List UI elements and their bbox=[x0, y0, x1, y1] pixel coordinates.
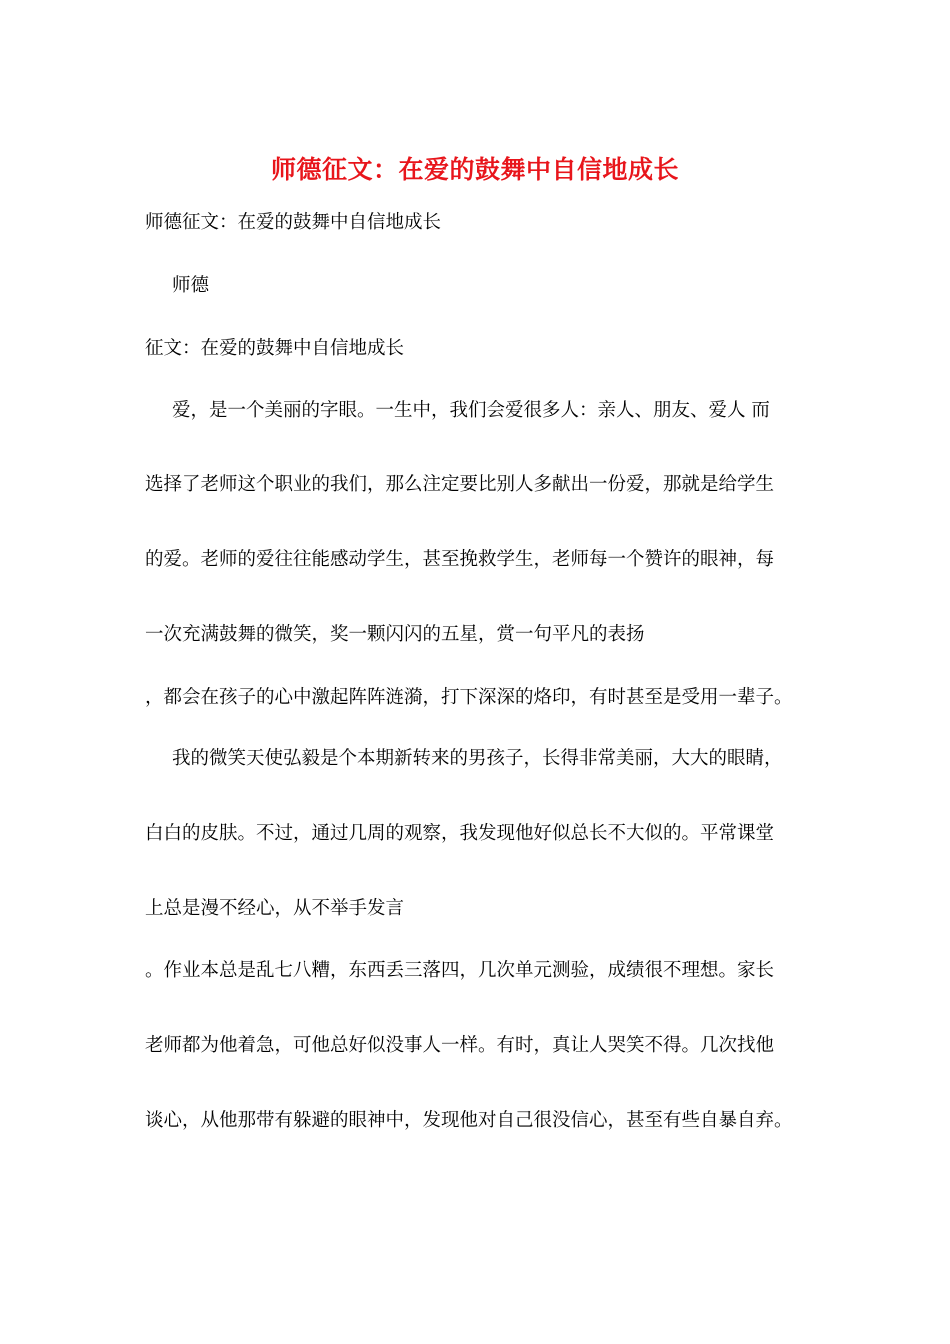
paragraph-line: ，都会在孩子的心中激起阵阵涟漪，打下深深的烙印，有时甚至是受用一辈子。 bbox=[145, 687, 793, 708]
paragraph-line: 我的微笑天使弘毅是个本期新转来的男孩子，长得非常美丽，大大的眼睛， bbox=[172, 748, 783, 769]
subtitle-line: 师德征文：在爱的鼓舞中自信地成长 bbox=[145, 212, 442, 233]
paragraph-line: 一次充满鼓舞的微笑，奖一颗闪闪的五星，赏一句平凡的表扬 bbox=[145, 624, 645, 645]
document-title: 师德征文：在爱的鼓舞中自信地成长 bbox=[270, 155, 679, 184]
author-line: 师德 bbox=[172, 275, 210, 296]
paragraph-line: 的爱。老师的爱往往能感动学生，甚至挽救学生，老师每一个赞许的眼神，每 bbox=[145, 549, 775, 570]
paragraph-line: 爱，是一个美丽的字眼。一生中，我们会爱很多人：亲人、朋友、爱人 而 bbox=[172, 400, 770, 421]
paragraph-line: 白白的皮肤。不过，通过几周的观察，我发现他好似总长不大似的。平常课堂 bbox=[145, 823, 775, 844]
paragraph-line: 谈心，从他那带有躲避的眼神中，发现他对自己很没信心，甚至有些自暴自弃。 bbox=[145, 1110, 793, 1131]
paragraph-line: 选择了老师这个职业的我们，那么注定要比别人多献出一份爱，那就是给学生 bbox=[145, 474, 775, 495]
paragraph-line: 老师都为他着急，可他总好似没事人一样。有时，真让人哭笑不得。几次找他 bbox=[145, 1035, 775, 1056]
paragraph-line: 上总是漫不经心，从不举手发言 bbox=[145, 898, 405, 919]
heading-line: 征文：在爱的鼓舞中自信地成长 bbox=[145, 338, 405, 359]
paragraph-line: 。作业本总是乱七八糟，东西丢三落四，几次单元测验，成绩很不理想。家长 bbox=[145, 960, 775, 981]
